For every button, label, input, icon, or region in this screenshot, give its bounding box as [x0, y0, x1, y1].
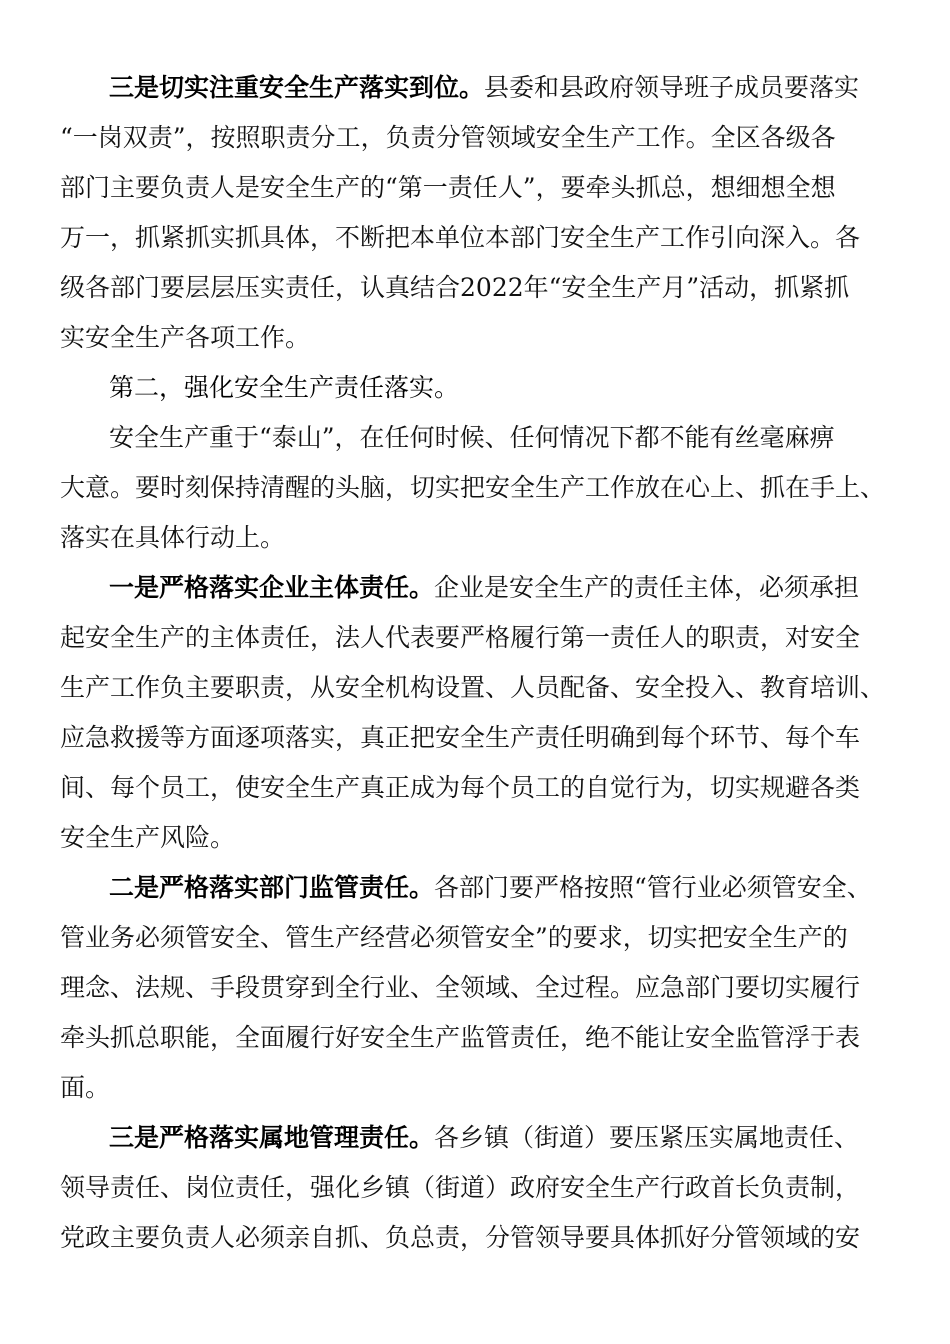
- paragraph-6-lead: 三是严格落实属地管理责任。: [109, 1123, 435, 1152]
- paragraph-5-line-5: 面。: [60, 1073, 111, 1102]
- paragraph-4-text: 企业是安全生产的责任主体，必须承担: [434, 573, 860, 602]
- paragraph-5-lead: 二是严格落实部门监管责任。: [109, 873, 435, 902]
- paragraph-1-line-1: [109, 63, 890, 113]
- paragraph-6-line-2: 领导责任、岗位责任，强化乡镇（街道）政府安全生产行政首长负责制，: [60, 1173, 861, 1202]
- paragraph-4-line-4: 应急救援等方面逐项落实，真正把安全生产责任明确到每个环节、每个车: [60, 723, 861, 752]
- section-heading: [109, 363, 890, 413]
- paragraph-1-line-3: 部门主要负责人是安全生产的“第一责任人”，要牵头抓总，想细想全想: [60, 173, 836, 202]
- paragraph-4-line-3: 生产工作负主要职责，从安全机构设置、人员配备、安全投入、教育培训、: [60, 673, 886, 702]
- paragraph-1-line-2: “一岗双责”，按照职责分工，负责分管领域安全生产工作。全区各级各: [60, 123, 836, 152]
- paragraph-4-line-1: [109, 563, 890, 613]
- paragraph-5-line-4: 牵头抓总职能，全面履行好安全生产监管责任，绝不能让安全监管浮于表: [60, 1023, 861, 1052]
- paragraph-1-line-6: 实安全生产各项工作。: [60, 323, 311, 352]
- paragraph-1-lead: 三是切实注重安全生产落实到位。: [109, 73, 485, 102]
- paragraph-1-line-5: 级各部门要层层压实责任，认真结合2022年“安全生产月”活动，抓紧抓: [60, 273, 850, 302]
- paragraph-4-lead: 一是严格落实企业主体责任。: [109, 573, 435, 602]
- paragraph-4-line-5: 间、每个员工，使安全生产真正成为每个员工的自觉行为，切实规避各类: [60, 773, 861, 802]
- paragraph-5-line-1: [109, 863, 890, 913]
- paragraph-3-line-1: 安全生产重于“泰山”，在任何时候、任何情况下都不能有丝毫麻痹: [109, 423, 835, 452]
- section-heading-text: 第二，强化安全生产责任落实。: [109, 373, 460, 402]
- paragraph-1-line-4: 万一，抓紧抓实抓具体，不断把本单位本部门安全生产工作引向深入。各: [60, 223, 861, 252]
- paragraph-6-line-1: [109, 1113, 890, 1163]
- paragraph-4-line-2: 起安全生产的主体责任，法人代表要严格履行第一责任人的职责，对安全: [60, 623, 861, 652]
- paragraph-5-line-2: 管业务必须管安全、管生产经营必须管安全”的要求，切实把安全生产的: [60, 923, 848, 952]
- paragraph-5-line-3: 理念、法规、手段贯穿到全行业、全领域、全过程。应急部门要切实履行: [60, 973, 861, 1002]
- paragraph-6-text: 各乡镇（街道）要压紧压实属地责任、: [434, 1123, 860, 1152]
- paragraph-5-text: 各部门要严格按照“管行业必须管安全、: [434, 873, 872, 902]
- paragraph-3-line-2: 大意。要时刻保持清醒的头脑，切实把安全生产工作放在心上、抓在手上、: [60, 473, 886, 502]
- paragraph-4-line-6: 安全生产风险。: [60, 823, 236, 852]
- paragraph-1-text: 县委和县政府领导班子成员要落实: [484, 73, 860, 102]
- paragraph-6-line-3: 党政主要负责人必须亲自抓、负总责，分管领导要具体抓好分管领域的安: [60, 1223, 861, 1252]
- paragraph-3-line-3: 落实在具体行动上。: [60, 523, 286, 552]
